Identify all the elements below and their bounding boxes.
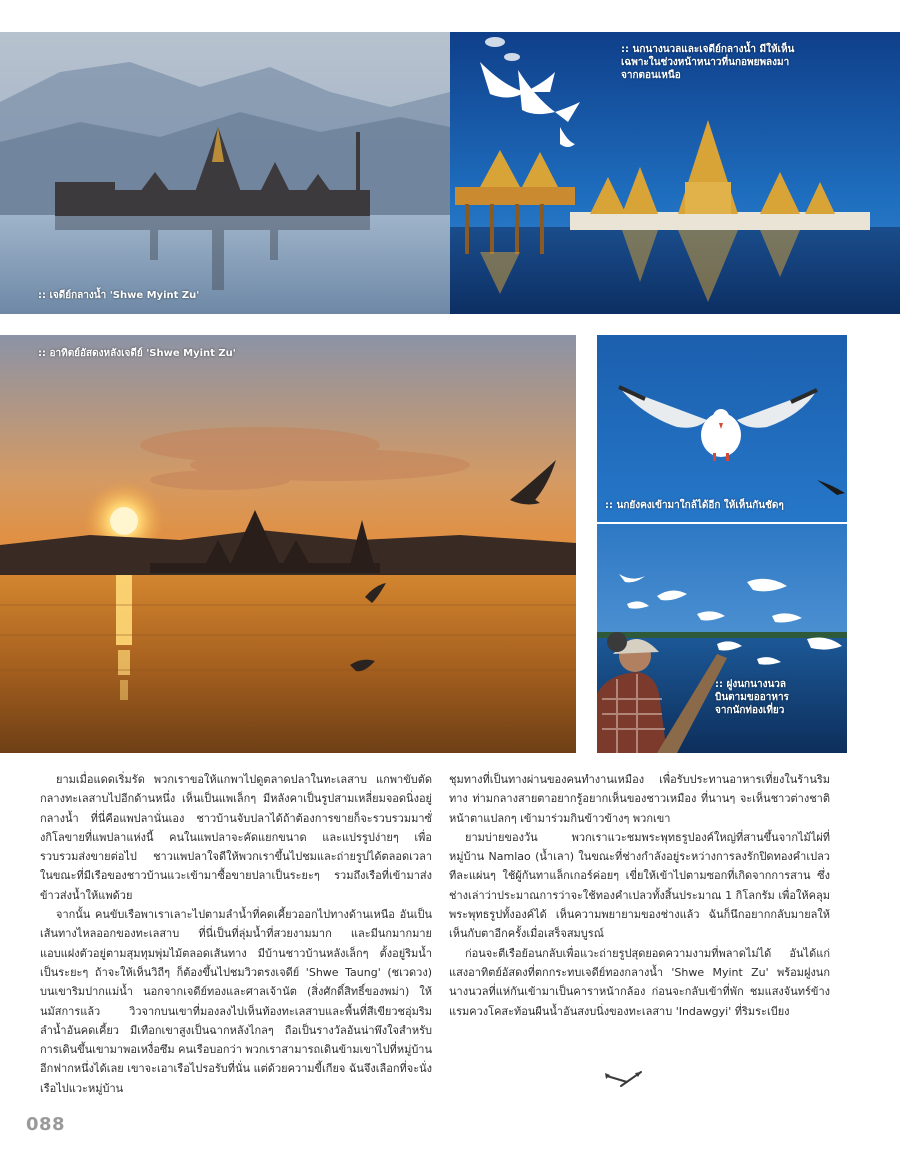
page-number: 088: [26, 1114, 66, 1135]
caption-gull-close: :: นกยังคงเข้ามาใกล้ได้อีก ให้เห็นกันชัดๆ: [605, 500, 784, 511]
crossed-arrows-icon: [603, 1068, 645, 1090]
photo-sunset: [0, 335, 576, 753]
photo-gull-close: [597, 335, 847, 522]
paragraph: ก่อนจะตีเรือย้อนกลับเพื่อแวะถ่ายรูปสุดยอดความงามที่พลาดไม่ได้ อันได้แก่แสงอาทิตย์อัสดงที่ตกกระทบเจดีย์ทองกลางน้ำ 'Shwe Myint Zu' พร้อมฝูงนกนางนวลที่แห่กันเข้ามาเป็นคาราหน้ากล้อง ก่อนจะกลับเข้าที่พัก ชมแสงจันทร์ข้างแรมควงโคสะท้อนผืนน้ำอันสงบนิ่งของทะเลสาบ 'Indawgyi' ที่ริมระเบียง: [449, 946, 830, 1018]
paragraph: ชุมทางที่เป็นทางผ่านของคนทำงานเหมือง เพื่อรับประทานอาหารเที่ยงในร้านริมทาง ท่ามกลางสายตาอยากรู้อยากเห็นของชาวเหมือง ที่นานๆ จะเห็นชาวต่างชาติหน้าตาแปลกๆ เข้ามาร่วมกินข้าวข้างๆ พวกเขา: [449, 773, 830, 825]
photo-pagoda-gulls: [450, 32, 900, 314]
photo-feeding-gulls: [597, 524, 847, 753]
caption-pagoda-gulls: :: นกนางนวลและเจดีย์กลางน้ำ มีให้เห็น เฉพาะในช่วงหน้าหนาวที่นกอพยพลงมา จากตอนเหนือ: [621, 44, 795, 81]
caption-sunset: :: อาทิตย์อัสดงหลังเจดีย์ 'Shwe Myint Zu': [38, 348, 236, 359]
article-column-left: [40, 770, 432, 1098]
paragraph: ยามบ่ายของวัน พวกเราแวะชมพระพุทธรูปองค์ใหญ่ที่สานขึ้นจากไม้ไผ่ที่หมู่บ้าน Namlao (น้ำเลา) ในขณะที่ช่างกำลังอยู่ระหว่างการลงรักปิดทองคำเปลวทีละแผ่นๆ ใช้ผู้กันทาแล็กเกอร์ค่อยๆ เขี่ยให้เข้าไปตามซอกที่เกิดจากการสาน ซึ่งช่างเล่าว่าประมาณการว่าจะใช้ทองคำเปลวทั้งสิ้นประมาณ 1 กิโลกรัม เพื่อให้คลุมพระพุทธรูปทั้งองค์ได้ เห็นความพยายามของช่างแล้ว ฉันก็นึกอยากกลับมายลให้เห็นกับตาอีกครั้งเมื่อเสร็จสมบูรณ์: [449, 830, 830, 941]
article-column-right: [449, 770, 830, 1021]
paragraph: ยามเมื่อแดดเริ่มรัด พวกเราขอให้แกพาไปดูตลาดปลาในทะเลสาบ แกพาขับตัดกลางทะเลสาบไปอีกด้านหนึ่ง เห็นเป็นแพเล็กๆ มีหลังคาเป็นรูปสามเหลี่ยมจอดนิ่งอยู่กลางน้ำ ที่นี่คือแพปลานั่นเอง ชาวบ้านจับปลาได้ถ้าต้องการขายก็จะรวบรวมมาซั่งกิโลขายที่แพปลาแห่งนี้ คนในแพปลาจะคัดแยกขนาด และแปรรูปง่ายๆ เพื่อรวบรวมส่งขายต่อไป ชาวแพปลาใจดีให้พวกเราขึ้นไปชมและถ่ายรูปได้ตลอดเวลา ในขณะที่มีเรือของชาวบ้านแวะเข้ามาซื้อขายปลาเป็นระยะๆ รวมถึงเรือที่เข้ามาส่งข้าวส่งน้ำให้แพด้วย: [40, 773, 432, 902]
caption-feeding: :: ฝูงนกนางนวล บินตามขออาหาร จากนักท่องเที่ยว: [715, 679, 789, 716]
caption-pagoda-mist: :: เจดีย์กลางน้ำ 'Shwe Myint Zu': [38, 290, 200, 301]
paragraph: จากนั้น คนขับเรือพาเราเลาะไปตามลำน้ำที่คดเคี้ยวออกไปทางด้านเหนือ อันเป็นเส้นทางไหลออกของทะเลสาบ ที่นี่เป็นที่ลุ่มน้ำที่สวยงามมาก และมีนกมากมายแอบแฝงตัวอยู่ตามสุมทุมพุ่มไม้ตลอดเส้นทาง มีบ้านชาวบ้านหลังเล็กๆ ตั้งอยู่ริมน้ำเป็นระยะๆ ถ้าจะให้เห็นวิถีๆ ก็ต้องขึ้นไปชมวิวตรงเจดีย์ 'Shwe Taung' (ชเวดวง) บนเขาริมปากแม่น้ำ นอกจากเจดีย์ทองและศาลเจ้านัต (สิ่งศักดิ์สิทธิ์ของพม่า) ให้นมัสการแล้ว วิวจากบนเขาที่มองลงไปเห็นท้องทะเลสาบและพื้นที่สีเขียวชอุ่มริมลำน้ำอันคดเคี้ยว มีเทือกเขาสูงเป็นฉากหลังไกลๆ ถือเป็นรางวัลอันน่าพึงใจสำหรับการเดินขึ้นเขามาพอเหงื่อซึม คนเรือบอกว่า พวกเราสามารถเดินข้ามเขาไปที่หมู่บ้านอีกฟากหนึ่งได้เลย เขาจะเอาเรือไปรอรับที่นั่น แต่ด้วยความขี้เกียจ ฉันจึงเลือกที่จะนั่งเรือไปแวะหมู่บ้าน: [40, 908, 432, 1095]
photo-pagoda-mist: [0, 32, 450, 314]
